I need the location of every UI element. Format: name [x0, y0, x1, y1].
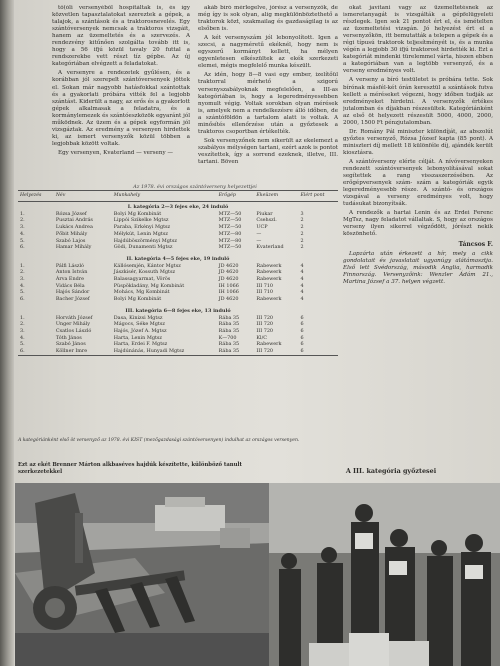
cell-name: Bacher József — [55, 296, 90, 303]
cell-workplace: Hajós, Józef A. Mgtsz — [113, 327, 167, 334]
paragraph: Az idén, hogy 8—8 vasi egy ember, izelítőül traktorral mérhető a szigorú versenyszabályoknak megfelelően, a III-as kategóriában is, hogy a legeredményesebben nyomult végig. Voltak sorokban olyan mérések is, amelyek nem a rendelkezésre álló időben, de a szántóföldön a tartalom alatt is voltak. A minősítés ellenőrzése után a győztesek a traktoros csoportban értékelték. — [198, 72, 338, 135]
cell-points: 2 — [300, 217, 304, 224]
plowing-field-photo — [15, 483, 269, 666]
cell-plough: III 720 — [256, 314, 274, 321]
cell-name: Hamar Mihály — [55, 244, 92, 251]
cell-name: Köllner Imre — [55, 348, 88, 355]
cell-points: 6 — [300, 334, 304, 341]
cell-rank: 1. — [20, 210, 25, 217]
cell-tractor: MTZ—50 — [218, 217, 242, 224]
cell-tractor: MTZ—50 — [218, 224, 242, 231]
cell-name: Tóth János — [55, 334, 82, 341]
cell-workplace: Kállósemjén, Kántor Mgtsz — [113, 262, 181, 269]
cell-name: Vidács Béla — [55, 282, 85, 289]
results-table — [18, 190, 338, 356]
cell-workplace: Harta, Lenin Mgtsz — [113, 334, 163, 341]
cell-workplace: Hajdúnánás, Hunyadi Mgtsz — [113, 348, 185, 355]
binding-spine — [0, 0, 14, 666]
cell-tractor: Rába 35 — [218, 321, 240, 328]
cell-plough: Csehszl. — [256, 217, 277, 224]
cell-tractor: Rába 35 — [218, 341, 240, 348]
cell-plough: III 710 — [256, 289, 274, 296]
cell-name: Horváth József — [55, 314, 93, 321]
cell-rank: 1. — [20, 262, 25, 269]
cell-workplace: Mágocs, Séke Mgtsz — [113, 321, 165, 328]
cell-points: 4 — [300, 296, 304, 303]
cell-tractor: IH 1066 — [218, 282, 239, 289]
category-row — [18, 306, 338, 315]
paragraph: A versenyre a rendezetek gyűlésen, és a korábban jól szerepelt szántóversenyek jöttek el. Sokan már nagyobb hatásfokkal szántottak és a gyakorlati próbára vitték fel a legjobb szántást. Kiderült a nagy, az erős és a gyakorlott gépek alkalmasak a feladatra, és a kormánylemezek és szántóeszközök egyaránt jól működnek. Az üzem és a gépek egyformán jól vizsgáztak. Az eredmény a versenyen hirdettek ki, az ismert versenyzők közül többen a legjobbak között voltak. — [52, 70, 190, 147]
cell-rank: 6. — [20, 348, 25, 355]
cell-workplace: Lippói Szikelke Mgtsz — [113, 217, 169, 224]
table-row — [18, 231, 338, 238]
table-footnote: A kategóriánként első öt versenyző az 1978. évi KIST (mezőgazdasági szántóversenyen) indulhat az országos versenyen. — [18, 438, 300, 443]
cell-name: Csatlos László — [55, 327, 92, 334]
cell-workplace: Jászkisér, Kossuth Mgtsz — [113, 269, 176, 276]
cell-points: 4 — [300, 262, 304, 269]
cell-tractor: JD 4620 — [218, 262, 239, 269]
cell-rank: 3. — [20, 224, 25, 231]
cell-name: Lukács Andrea — [55, 224, 93, 231]
late-news-text: Lapzárta után érkezett a hír, mely a cikk gondolatait és javaslatait ugyanúgy alátámasztja. Első lett Svédország, második Anglia, harmadik Finnország. Versenyzőink: Wenzler Ádám 21., Martina József a 37. helyen végzett. — [343, 250, 493, 285]
header-tractor: Erőgép — [217, 191, 255, 202]
paragraph: A rendezők a hartai Lenin és az Erdei Ferenc MgTsz, nagy feladatot vállaltak. S, hogy az országos verseny ilyen sikerrel végződött, jórészt nekik köszönhető. — [343, 210, 493, 238]
cell-tractor: JD 4620 — [218, 276, 239, 283]
cell-workplace: Harta, Erdei F. Mgtsz — [113, 341, 168, 348]
cell-points: 3 — [300, 210, 304, 217]
cell-rank: 3. — [20, 327, 25, 334]
paragraph: Egy versenyen, Kvaterland — verseny — — [58, 149, 173, 156]
category-row — [18, 202, 338, 211]
cell-rank: 2. — [20, 217, 25, 224]
cell-points: 2 — [300, 224, 304, 231]
cell-tractor: MTZ—80 — [218, 237, 242, 244]
cell-tractor: K—700 — [218, 334, 237, 341]
table-header-row — [18, 191, 338, 202]
cell-plough: Rabewerk — [256, 269, 282, 276]
paragraph: akáb bíró mérlegelve, jórész a versenyzők, de még így is sok olyan, alig megkülönböztethető a traktorok közt, szakmailag és gazdaságilag is az elsőben is. — [198, 5, 338, 33]
cell-name: Unger Mihály — [55, 321, 90, 328]
cell-points: 2 — [300, 230, 304, 237]
cell-rank: 5. — [20, 341, 25, 348]
cell-rank: 4. — [20, 282, 25, 289]
cell-rank: 6. — [20, 296, 25, 303]
cell-plough: Rabewerk — [256, 341, 282, 348]
cell-name: Szabó Lajos — [55, 237, 86, 244]
cell-name: Pusztai András — [55, 217, 93, 224]
cell-rank: 2. — [20, 269, 25, 276]
cell-plough: — — [256, 237, 262, 244]
cell-tractor: JD 4620 — [218, 296, 239, 303]
table-row — [18, 276, 338, 283]
cell-name: Árva Endre — [55, 276, 85, 283]
cell-rank: 5. — [20, 289, 25, 296]
table-row — [18, 321, 338, 328]
cell-tractor: MTZ—50 — [218, 210, 242, 217]
table-caption: Az 1978. évi országos szántóverseny helyezettjei — [133, 184, 257, 190]
cell-plough: III 720 — [256, 348, 274, 355]
cell-tractor: MTZ—50 — [218, 244, 242, 251]
cell-name: Szabó János — [55, 341, 86, 348]
cell-workplace: Dasa, Kinizsi Mgtsz — [113, 314, 163, 321]
cell-rank: 2. — [20, 321, 25, 328]
cell-rank: 4. — [20, 230, 25, 237]
cell-workplace: Mélykút, Lenin Mgtsz — [113, 230, 168, 237]
table-row — [18, 348, 338, 355]
cell-points: 6 — [300, 321, 304, 328]
header-points: Elért pont — [298, 191, 338, 202]
paragraph: A két versenyszám jól lebonyolított. Igen a szecsi, a nagyméretű ekéknél, hogy nem is egyszerű kormányt kellett, ha mélyen egyenletesen elkészültek az ekék szerkezeti elemei, mégis megfelelő munka készült. — [198, 35, 338, 70]
cell-points: 2 — [300, 244, 304, 251]
cell-name: Anton István — [55, 269, 88, 276]
table-row — [18, 244, 338, 251]
cell-workplace: Balassagyarmat, Vörös — [113, 276, 171, 283]
table-row — [18, 296, 338, 303]
paragraph: okat javítani vagy az üzemeltetésnek az ismeretanyagát is vizsgálták a gépfelügyeleti részlegek. Igen sok 21 pontot ért el, és ismételten az üzemeltetési vizsgán. Jó helyezést ért el a versenyzőkön, itt bemutatták a telepen a gépek és a régi típusú traktorok teljesítményét is, és a munka végén a legjobb 30 ifjú traktorost hirdették ki. Ezt a kategóriát mindenki türelemmel várta, hiszen ebben a kategóriában van a legtöbb versenyző, és a verseny eredményes volt. — [343, 5, 493, 75]
header-workplace: Munkahely — [112, 191, 217, 202]
cell-workplace: Paraba, Erkényi Mgtsz — [113, 224, 171, 231]
cell-workplace: Mohács, Mg Kombinát — [113, 289, 170, 296]
cell-points: 4 — [300, 289, 304, 296]
cell-tractor: JD 4620 — [218, 269, 239, 276]
cell-rank: 5. — [20, 237, 25, 244]
paragraph: Sok versenyzőnek nem sikerült az ekelemezt a szabályos mélységen tartani, ezért azok is pontot veszítettek, így a sorrend ezeknek, illetve, III. tartani. Böven — [198, 137, 338, 165]
cell-name: Hajós Sándor — [55, 289, 90, 296]
header-name: Név — [54, 191, 112, 202]
results-body — [18, 202, 338, 356]
winners-photo — [269, 483, 500, 666]
cell-tractor: IH 1066 — [218, 289, 239, 296]
cell-name: Pőbit Mihály — [55, 230, 88, 237]
cell-points: 4 — [300, 282, 304, 289]
author-signature: Táncsos F. — [458, 240, 493, 248]
category-title: II. kategória 4—5 fejes eke, 19 induló — [126, 255, 230, 262]
header-plough: Ekeüzem — [254, 191, 298, 202]
category-row — [18, 254, 338, 263]
cell-plough: Kvaterland — [256, 244, 284, 251]
cell-workplace: Hajdúböszörményi Mgtsz — [113, 237, 177, 244]
article-column-1 — [52, 5, 190, 185]
cell-plough: Rabewerk — [256, 262, 282, 269]
category-title: I. kategória 2—3 fejes eke, 24 induló — [127, 204, 229, 210]
plowing-field-illustration — [15, 483, 269, 666]
cell-rank: 3. — [20, 276, 25, 283]
cell-points: 6 — [300, 327, 304, 334]
winners-illustration — [269, 483, 500, 666]
paragraph-late-news — [343, 251, 493, 286]
cell-points: 6 — [300, 314, 304, 321]
cell-tractor: Rába 35 — [218, 327, 240, 334]
cell-workplace: Bolyi Mg Kombinát — [113, 210, 162, 217]
cell-points: 6 — [300, 348, 304, 355]
cell-workplace: Gödi, Dunamenti Mgtsz — [113, 244, 173, 251]
cell-tractor: Rába 35 — [218, 314, 240, 321]
cell-plough: UCP — [256, 224, 268, 231]
cell-plough: Rabewerk — [256, 276, 282, 283]
cell-plough: — — [256, 230, 262, 237]
photo-caption-left: Ezt az ekét Brenner Márton alkbaséves hajdúk készítette, különböző tanult szerkezetekkel — [18, 462, 242, 475]
cell-plough: III 720 — [256, 321, 274, 328]
article-column-3 — [343, 5, 493, 355]
cell-name: Rózsa József — [55, 210, 87, 217]
cell-plough: Piukar — [256, 210, 273, 217]
cell-workplace: Püspökladány, Mg Kombinát — [113, 282, 185, 289]
cell-rank: 6. — [20, 244, 25, 251]
paragraph: Dr. Romány Pál miniszter különdíját, az abszolút győztes versenyző, Rózsa József kapta (85 pont). A miniszteri díj mellett 18 különféle díj, ajándék került kiosztásra. — [343, 128, 493, 156]
table-row — [18, 224, 338, 231]
cell-rank: 4. — [20, 334, 25, 341]
cell-name: Pálfi László — [55, 262, 84, 269]
cell-workplace: Bolyi Mg Kombinát — [113, 296, 162, 303]
cell-plough: III 710 — [256, 282, 274, 289]
cell-points: 2 — [300, 237, 304, 244]
cell-plough: Rabewerk — [256, 296, 282, 303]
header-rank: Helyezés — [18, 191, 54, 202]
cell-rank: 1. — [20, 314, 25, 321]
cell-points: 6 — [300, 341, 304, 348]
category-title: III. kategória 6—8 fejes eke, 13 induló — [125, 307, 231, 314]
photo-caption-right: A III. kategória győztesei — [345, 467, 437, 475]
paragraph: tő(óli versenyéből hospitáltak is, és így közvetlen tapasztalatokat szereztek a gépek, a talajok, a szántások és a traktorosnevelés. Egy szántóversenyek nemcsak a traktoros vizsgáit, hanem az üzemeltetés és a szervezés. A rendezvény kitűnően szolgálta tovább itt is, hogy a 56 ifjú közül tavaly 20 futtal a rendszerekbe vett részt tíz gépbe. Az új kategóriában elvégzett a feladatokat. — [52, 5, 190, 68]
cell-tractor: Rába 35 — [218, 348, 240, 355]
article-column-2 — [198, 5, 338, 185]
cell-plough: III 720 — [256, 327, 274, 334]
cell-plough: Kl/C — [256, 334, 267, 341]
table-row — [18, 328, 338, 335]
paragraph: A verseny a bíró testületet is próbára tette. Sok bírónak másfél-két órán keresztül a szántások futva kellett a méréseket végezni, hogy időben tudják az eredményeket hirdetni. A versenyzők értékes jutalomban és díjakban részesültek. Kategóriánként az első öt helyezett részesült 5000, 4000, 2000, 2000, 1500 Ft pénzjutalomban. — [343, 77, 493, 126]
paragraph: A szántóverseny elérte célját. A nívóversenyeken rendezett szántóversenyek lebonyolításával sokat segítettek a rang visszaszerzésében. Az erőgépversenyek szám- szám a kategóriák egyik legeredményesebb része. A szántó- és országos vizsgával a verseny eredményes volt, hogy tudásukat bizonyítsák. — [343, 158, 493, 208]
cell-tractor: MTZ—80 — [218, 230, 242, 237]
cell-points: 4 — [300, 269, 304, 276]
cell-points: 4 — [300, 276, 304, 283]
